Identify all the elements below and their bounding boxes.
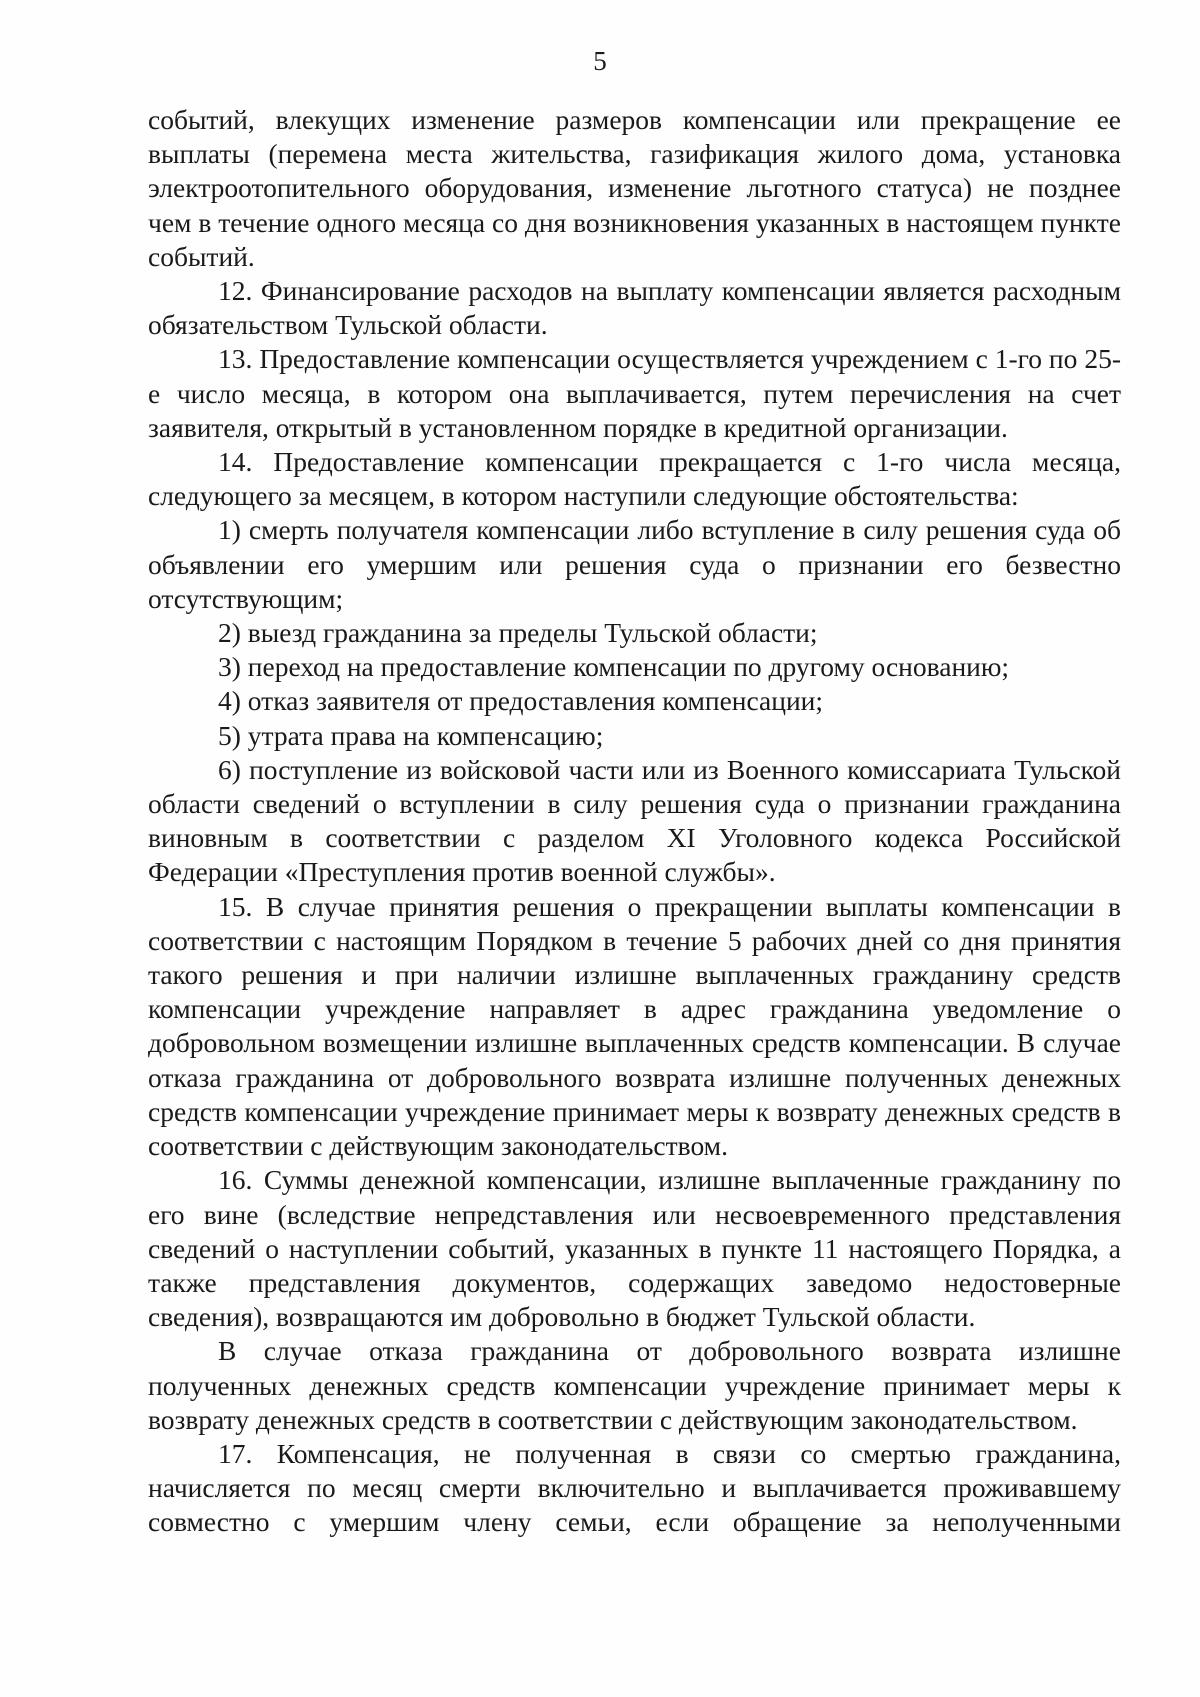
page-number: 5 (593, 46, 607, 76)
paragraph-item-16: 16. Суммы денежной компенсации, излишне выплаченные гражданину по его вине (вследствие непредставления или несвоевременного представления сведений о наступлении событий, указанных в пункте 11 настоящего Порядка, а также представления документов, содержащих заведомо недостоверные сведения), возвращаются им добровольно в бюджет Тульской области. (148, 1164, 1121, 1333)
paragraph-item-12: 12. Финансирование расходов на выплату компенсации является расходным обязательством Тульской области. (148, 275, 1121, 341)
subitem-6: 6) поступление из войсковой части или из Военного комиссариата Тульской области сведений о вступлении в силу решения суда о признании гражданина виновным в соответствии с разделом XI Уголовного кодекса Российской Федерации «Преступления против военной службы». (148, 753, 1121, 888)
subitem-4: 4) отказ заявителя от предоставления компенсации; (218, 685, 824, 717)
subitem-5: 5) утрата права на компенсацию; (218, 719, 604, 751)
paragraph-item-16-refusal: В случае отказа гражданина от добровольного возврата излишне полученных денежных средств компенсации учреждение принимает меры к возврату денежных средств в соответствии с действующим законодательством. (148, 1335, 1121, 1435)
document-body (148, 103, 1121, 1540)
paragraph-item-17: 17. Компенсация, не полученная в связи со смертью гражданина, начисляется по месяц смерти включительно и выплачивается проживавшему совместно с умершим члену семьи, если обращение за неполученными (148, 1437, 1121, 1538)
subitem-3: 3) переход на предоставление компенсации по другому основанию; (218, 651, 1010, 683)
paragraph-item-15: 15. В случае принятия решения о прекращении выплаты компенсации в соответствии с настоящим Порядком в течение 5 рабочих дней со дня принятия такого решения и при наличии излишне выплаченных гражданину средств компенсации учреждение направляет в адрес гражданина уведомление о добровольном возмещении излишне выплаченных средств компенсации. В случае отказа гражданина от добровольного возврата излишне полученных денежных средств компенсации учреждение принимает меры к возврату денежных средств в соответствии с действующим законодательством. (148, 890, 1121, 1162)
subitem-1: 1) смерть получателя компенсации либо вступление в силу решения суда об объявлении его умершим или решения суда о признании его безвестно отсутствующим; (148, 514, 1121, 614)
subitem-2: 2) выезд гражданина за пределы Тульской области; (218, 617, 818, 649)
paragraph-item-13: 13. Предоставление компенсации осуществляется учреждением с 1-го по 25-е число месяца, в котором она выплачивается, путем перечисления на счет заявителя, открытый в установленном порядке в кредитной организации. (148, 343, 1121, 443)
paragraph-item-14: 14. Предоставление компенсации прекращается с 1-го числа месяца, следующего за месяцем, в котором наступили следующие обстоятельства: (148, 446, 1121, 512)
paragraph-continuation: событий, влекущих изменение размеров компенсации или прекращение ее выплаты (перемена места жительства, газификация жилого дома, установка электроотопительного оборудования, изменение льготного статуса) не позднее чем в течение одного месяца со дня возникновения указанных в настоящем пункте событий. (148, 104, 1121, 272)
